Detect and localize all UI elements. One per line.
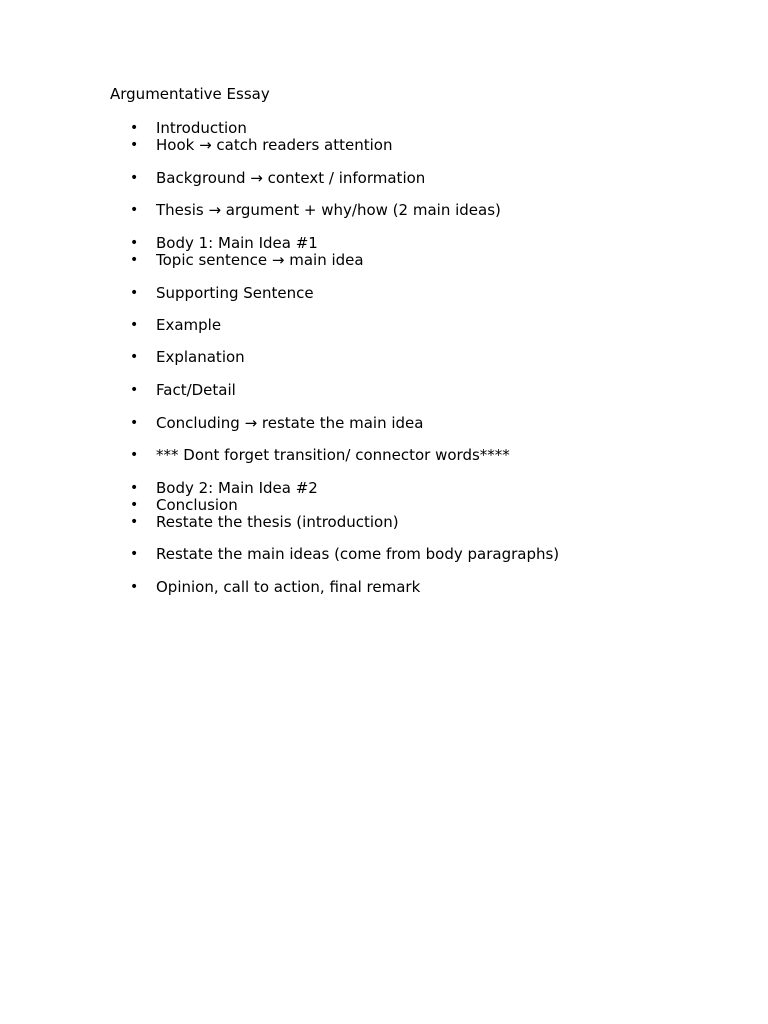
list-item [0, 414, 700, 432]
list-item [0, 496, 700, 514]
list-item-text: Fact/Detail [156, 381, 236, 399]
bullet-icon: • [130, 235, 139, 251]
list-item-text: Thesis → argument + why/how (2 main ideas) [156, 201, 501, 219]
list-item-text: Supporting Sentence [156, 284, 314, 302]
list-item-text: Hook → catch readers attention [156, 136, 393, 154]
bullet-icon: • [130, 514, 139, 530]
bullet-icon: • [130, 415, 139, 431]
list-item-text: Conclusion [156, 496, 238, 514]
bullet-icon: • [130, 120, 139, 136]
bullet-icon: • [130, 447, 139, 463]
list-item-text: Restate the thesis (introduction) [156, 513, 399, 531]
list-item-text: Topic sentence → main idea [156, 251, 364, 269]
bullet-icon: • [130, 382, 139, 398]
bullet-icon: • [130, 497, 139, 513]
list-item [0, 201, 700, 219]
list-item [0, 284, 700, 302]
list-item [0, 251, 700, 269]
bullet-icon: • [130, 579, 139, 595]
list-item-text: Explanation [156, 348, 245, 366]
list-item [0, 513, 700, 531]
list-item [0, 479, 700, 497]
list-item-text: Background → context / information [156, 169, 426, 187]
list-item-text: Body 2: Main Idea #2 [156, 479, 318, 497]
list-item [0, 316, 700, 334]
bullet-icon: • [130, 202, 139, 218]
bullet-icon: • [130, 285, 139, 301]
bullet-icon: • [130, 546, 139, 562]
list-item [0, 136, 700, 154]
document-title: Argumentative Essay [110, 85, 270, 103]
bullet-icon: • [130, 252, 139, 268]
list-item-text: Concluding → restate the main idea [156, 414, 424, 432]
list-item-text: Opinion, call to action, final remark [156, 578, 421, 596]
list-item [0, 545, 700, 563]
list-item [0, 119, 700, 137]
list-item [0, 578, 700, 596]
list-item [0, 348, 700, 366]
list-item [0, 169, 700, 187]
list-item [0, 381, 700, 399]
list-item-text: Restate the main ideas (come from body paragraphs) [156, 545, 560, 563]
bullet-icon: • [130, 170, 139, 186]
bullet-icon: • [130, 317, 139, 333]
list-item-text: Example [156, 316, 222, 334]
list-item [0, 446, 700, 464]
list-item-text: *** Dont forget transition/ connector words**** [156, 446, 510, 464]
bullet-icon: • [130, 137, 139, 153]
bullet-icon: • [130, 480, 139, 496]
list-item-text: Introduction [156, 119, 247, 137]
list-item [0, 234, 700, 252]
bullet-icon: • [130, 349, 139, 365]
list-item-text: Body 1: Main Idea #1 [156, 234, 318, 252]
